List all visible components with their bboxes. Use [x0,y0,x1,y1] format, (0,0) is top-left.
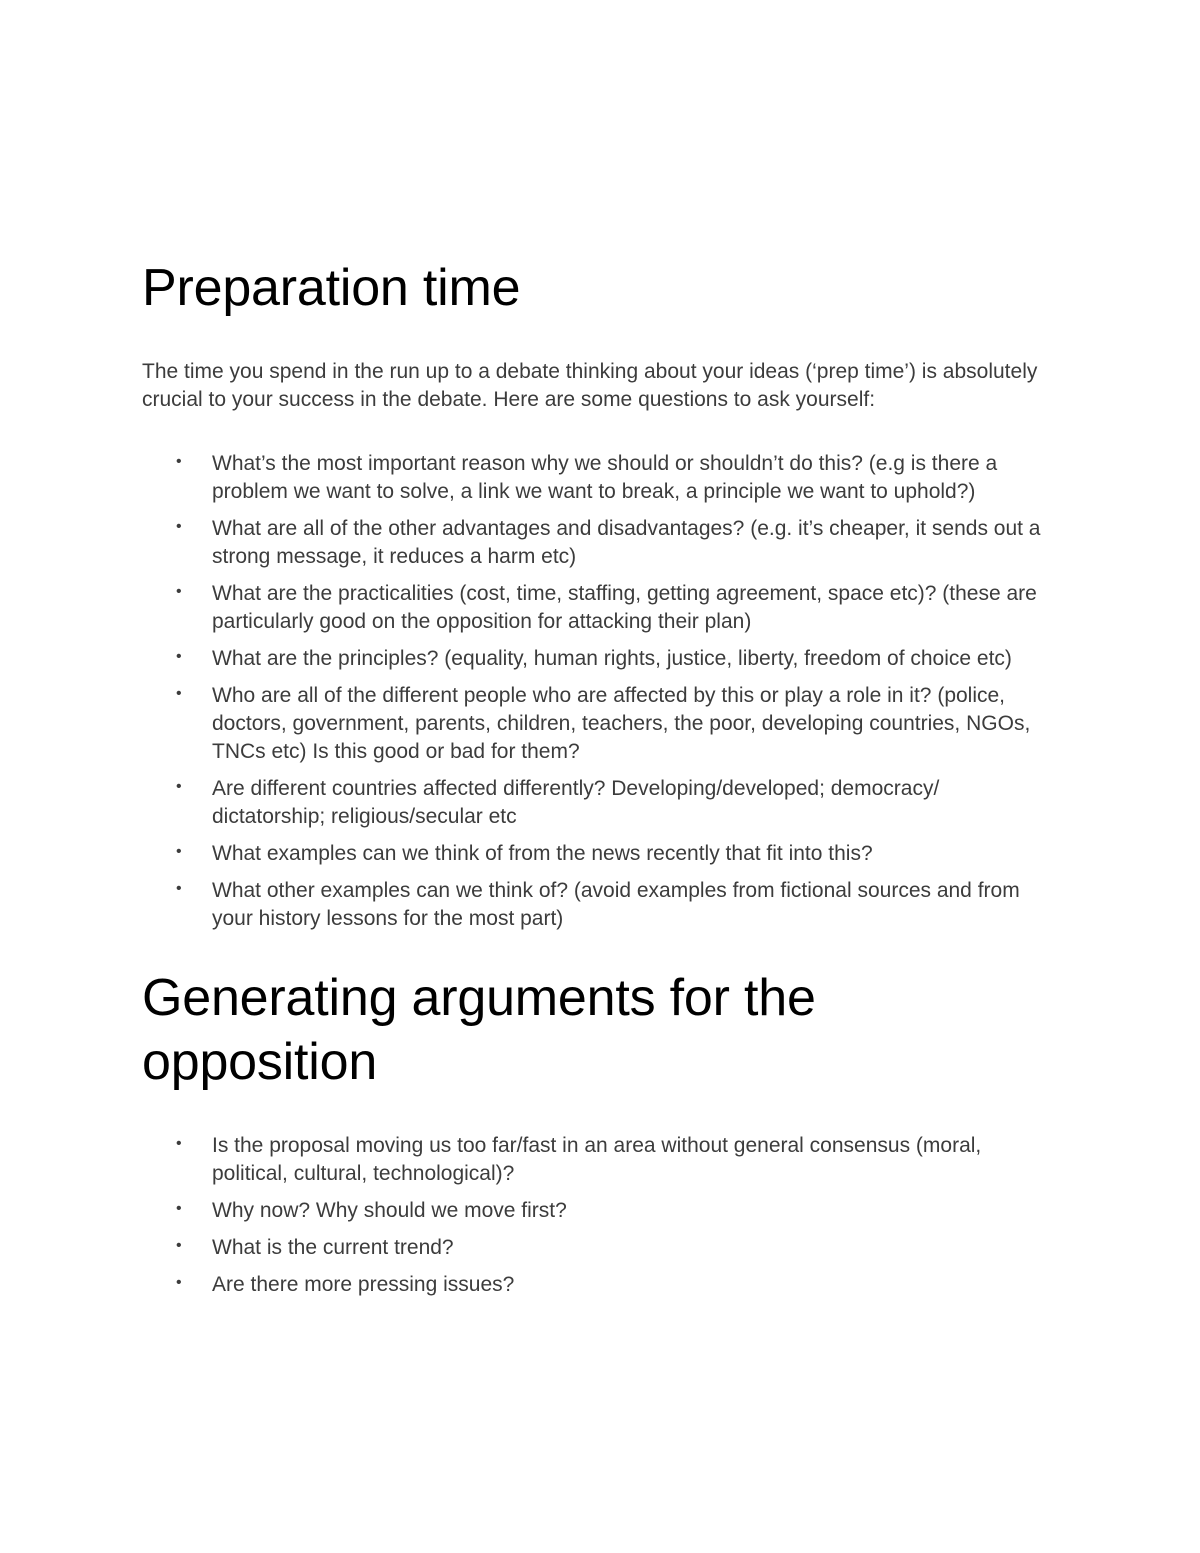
bullet-icon: • [176,843,182,860]
bullet-icon: • [176,1237,182,1254]
bullet-icon: • [176,1274,182,1291]
heading-generating-arguments: Generating arguments for the opposition [142,969,816,1091]
bullet-icon: • [176,880,182,897]
list-item-text: What are the principles? (equality, human rights, justice, liberty, freedom of choice etc) [212,647,1012,670]
list-item [142,840,1057,868]
list-item-text: Are different countries affected differently? Developing/developed; democracy/ dictatorship; religious/secular etc [212,777,940,828]
heading-preparation-time: Preparation time [142,259,521,317]
list-item [142,775,1057,831]
list-item-text: Is the proposal moving us too far/fast in an area without general consensus (moral, political, cultural, technological)? [212,1134,982,1185]
list-item [142,450,1057,506]
list-item [142,515,1057,571]
opposition-question-list [142,1132,1057,1299]
bullet-icon: • [176,648,182,665]
bullet-icon: • [176,583,182,600]
list-item-text: What’s the most important reason why we should or shouldn’t do this? (e.g is there a problem we want to solve, a link we want to break, a principle we want to uphold?) [212,452,998,503]
list-item [142,682,1057,766]
list-item-text: What other examples can we think of? (avoid examples from fictional sources and from your history lessons for the most part) [212,879,1020,930]
intro-paragraph: The time you spend in the run up to a debate thinking about your ideas (‘prep time’) is absolutely crucial to your success in the debate. Here are some questions to ask yourself: [142,360,1038,411]
list-item [142,1234,1057,1262]
bullet-icon: • [176,1135,182,1152]
list-item [142,580,1057,636]
list-item [142,1132,1057,1188]
preparation-question-list [142,450,1057,933]
document-content [142,252,1057,1308]
list-item [142,877,1057,933]
list-item-text: Why now? Why should we move first? [212,1199,567,1222]
bullet-icon: • [176,518,182,535]
list-item-text: What are all of the other advantages and disadvantages? (e.g. it’s cheaper, it sends out a strong message, it reduces a harm etc) [212,517,1041,568]
bullet-icon: • [176,778,182,795]
list-item-text: Who are all of the different people who are affected by this or play a role in it? (police, doctors, government, parents, children, teachers, the poor, developing countries, NGOs, TNCs etc) Is this good or bad for them? [212,684,1031,763]
bullet-icon: • [176,685,182,702]
list-item [142,645,1057,673]
list-item [142,1271,1057,1299]
list-item-text: What examples can we think of from the news recently that fit into this? [212,842,873,865]
bullet-icon: • [176,1200,182,1217]
list-item-text: What is the current trend? [212,1236,454,1259]
list-item-text: Are there more pressing issues? [212,1273,515,1296]
bullet-icon: • [176,453,182,470]
list-item-text: What are the practicalities (cost, time, staffing, getting agreement, space etc)? (these are particularly good on the opposition for attacking their plan) [212,582,1037,633]
list-item [142,1197,1057,1225]
